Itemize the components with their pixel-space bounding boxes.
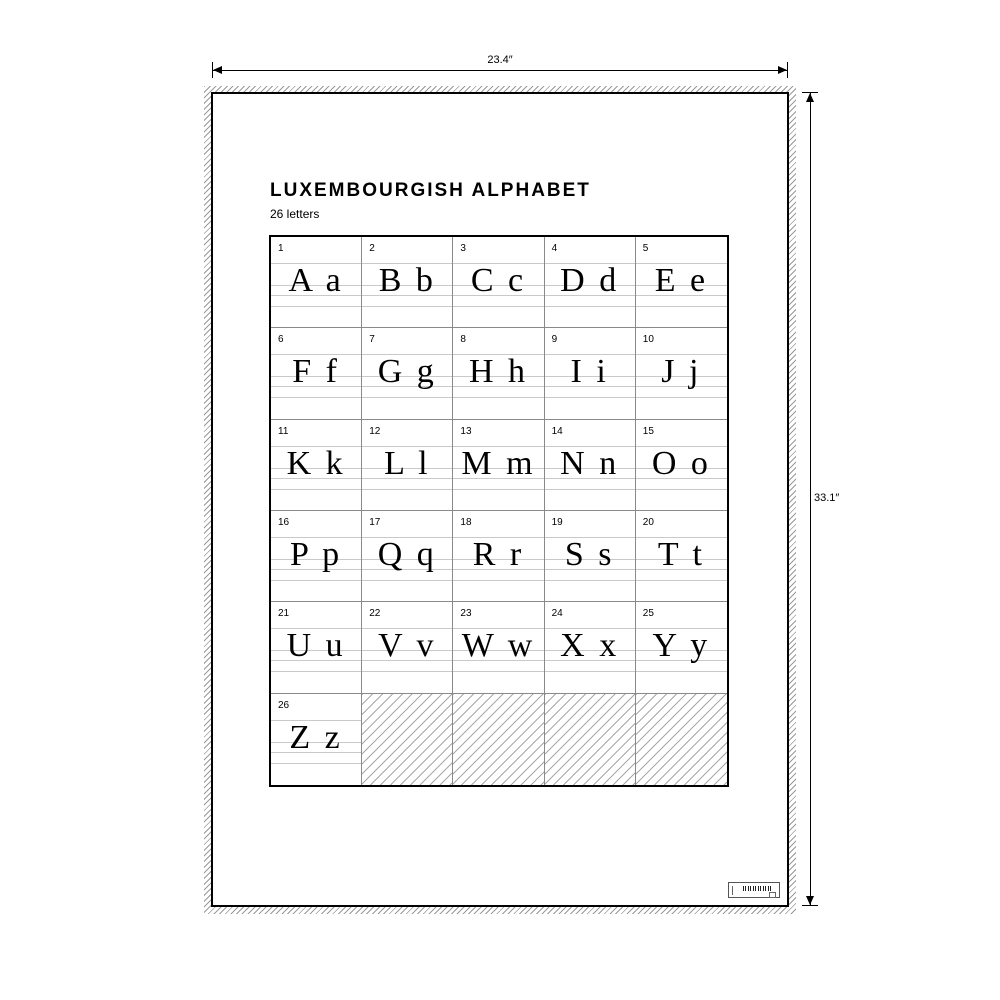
letter-number: 1	[278, 243, 284, 254]
letter-cell	[453, 602, 544, 693]
label-mark	[732, 886, 741, 895]
letter-pair: Y y	[652, 627, 711, 665]
letter-cell	[545, 237, 636, 328]
letter-cell	[636, 602, 727, 693]
letter-pair: L l	[384, 444, 431, 482]
letter-cell	[362, 237, 453, 328]
letter-cell	[453, 511, 544, 602]
letter-number: 7	[369, 334, 375, 346]
letter-number: 26	[278, 699, 290, 711]
letter-pair: G g	[377, 353, 437, 391]
letter-number: 25	[642, 608, 654, 620]
letter-number: 14	[551, 425, 563, 437]
letter-number: 22	[369, 608, 381, 620]
empty-cell	[453, 694, 544, 785]
letter-cell	[271, 328, 362, 419]
height-label: 33.1″	[814, 492, 840, 504]
letter-pair: S s	[564, 536, 615, 573]
label-box	[769, 892, 776, 898]
letter-pair: O o	[651, 444, 711, 482]
letter-pair: H h	[468, 353, 529, 391]
letter-cell	[362, 420, 453, 511]
letter-pair: N n	[560, 444, 620, 482]
letter-number: 2	[369, 243, 375, 254]
letter-number: 21	[278, 608, 290, 620]
letter-number: 16	[278, 517, 290, 528]
letter-cell	[271, 602, 362, 693]
width-dimension	[212, 54, 788, 80]
arrow-right-icon	[778, 66, 787, 74]
letter-pair: R r	[472, 536, 525, 573]
letter-number: 3	[460, 243, 466, 254]
letter-number: 4	[551, 243, 558, 254]
empty-cell	[636, 694, 727, 785]
letter-cell	[453, 237, 544, 328]
letter-number: 18	[460, 517, 472, 528]
letter-cell	[453, 420, 544, 511]
letter-pair: K k	[286, 444, 346, 482]
height-dimension-line	[810, 92, 811, 906]
width-dimension-line	[212, 70, 788, 71]
letter-number: 8	[460, 334, 466, 346]
poster-title: LUXEMBOURGISH ALPHABET	[270, 180, 591, 201]
letter-cell	[545, 328, 636, 419]
letter-number: 13	[460, 425, 472, 437]
letter-pair: U u	[286, 627, 346, 665]
letter-pair: F f	[292, 353, 340, 391]
letter-pair: Z z	[289, 718, 343, 756]
letter-pair: E e	[654, 262, 709, 299]
letter-number: 10	[642, 334, 654, 346]
letter-pair: Q q	[377, 536, 437, 573]
letter-number: 15	[642, 425, 654, 437]
letter-cell	[453, 328, 544, 419]
letter-pair: A a	[288, 262, 344, 299]
letter-number: 12	[369, 425, 381, 437]
letter-number: 9	[551, 334, 558, 346]
letter-number: 17	[369, 517, 381, 528]
letter-pair: T t	[657, 536, 705, 573]
empty-cell	[545, 694, 636, 785]
letter-number: 23	[460, 608, 472, 620]
letter-cell	[636, 237, 727, 328]
letter-number: 5	[642, 243, 649, 254]
letter-pair: C c	[470, 262, 527, 299]
letter-pair: D d	[560, 262, 620, 299]
letter-cell	[545, 602, 636, 693]
letter-cell	[271, 237, 362, 328]
width-label: 23.4″	[487, 54, 513, 66]
arrow-left-icon	[213, 66, 222, 74]
letter-cell	[636, 511, 727, 602]
letter-number: 6	[278, 334, 284, 346]
alphabet-grid	[269, 235, 729, 787]
letter-cell	[271, 420, 362, 511]
letter-pair: M m	[461, 444, 536, 482]
letter-cell	[362, 328, 453, 419]
letter-cell	[362, 602, 453, 693]
barcode-label	[728, 882, 780, 898]
letter-number: 11	[278, 425, 289, 437]
letter-number: 19	[551, 517, 563, 528]
letter-pair: I i	[570, 353, 609, 391]
letter-number: 20	[642, 517, 654, 528]
letter-pair: W w	[461, 627, 536, 665]
poster-subtitle: 26 letters	[270, 207, 320, 221]
letter-pair: B b	[378, 262, 436, 299]
barcode-icon	[743, 886, 771, 891]
height-dimension	[800, 92, 840, 906]
letter-cell	[545, 511, 636, 602]
letter-cell	[271, 694, 362, 785]
letter-cell	[636, 328, 727, 419]
empty-cell	[362, 694, 453, 785]
arrow-down-icon	[806, 896, 814, 905]
letter-cell	[362, 511, 453, 602]
letter-pair: P p	[290, 536, 343, 573]
letter-number: 24	[551, 608, 563, 620]
letter-pair: V v	[378, 627, 437, 665]
letter-cell	[636, 420, 727, 511]
height-dimension-tick-bottom	[802, 905, 818, 906]
letter-cell	[271, 511, 362, 602]
arrow-up-icon	[806, 93, 814, 102]
letter-cell	[545, 420, 636, 511]
letter-pair: X x	[560, 627, 620, 665]
letter-pair: J j	[661, 353, 702, 391]
